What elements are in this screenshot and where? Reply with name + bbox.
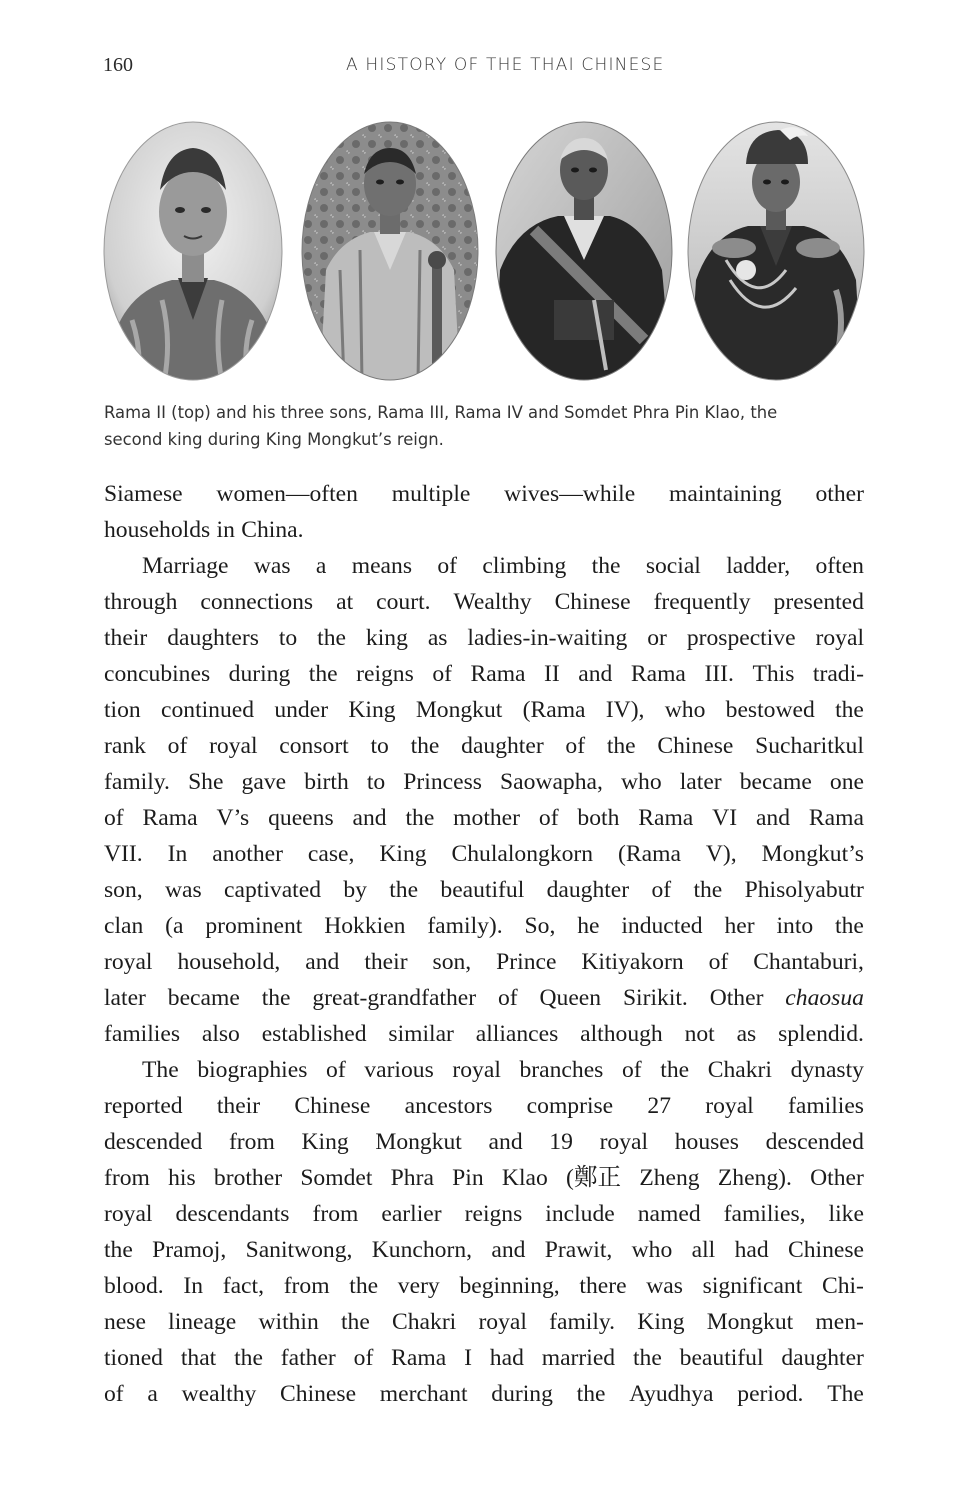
portrait-oval-photo: [102, 120, 284, 382]
text-line: The biographies of various royal branches of the Chakri dynasty: [142, 1057, 864, 1083]
text-line: royal household, and their son, Prince Kitiyakorn of Chantaburi,: [104, 949, 864, 975]
text-line: families also established similar alliances although not as splendid.: [104, 1021, 864, 1047]
portrait-figure: [102, 120, 868, 382]
text-line: Marriage was a means of climbing the social ladder, often: [142, 553, 864, 579]
caption-line: second king during King Mongkut’s reign.: [104, 430, 444, 449]
text-line: through connections at court. Wealthy Chinese frequently presented: [104, 589, 864, 615]
portrait-rama-ii: [102, 120, 284, 382]
page-number: 160: [103, 54, 133, 76]
text-line: households in China.: [104, 517, 304, 543]
running-title: A HISTORY OF THE THAI CHINESE: [346, 55, 665, 75]
text-line: concubines during the reigns of Rama II and Rama III. This tradi-: [104, 661, 864, 687]
portrait-oval-photo: [686, 120, 866, 382]
portrait-rama-iii: [300, 120, 480, 382]
portrait-oval-photo: [300, 120, 480, 382]
text-line: Siamese women—often multiple wives—while maintaining other: [104, 481, 864, 507]
text-line: nese lineage within the Chakri royal family. King Mongkut men-: [104, 1309, 864, 1335]
text-line: VII. In another case, King Chulalongkorn (Rama V), Mongkut’s: [104, 841, 864, 867]
text-line: tioned that the father of Rama I had married the beautiful daughter: [104, 1345, 864, 1371]
text-line: their daughters to the king as ladies-in-waiting or prospective royal: [104, 625, 864, 651]
text-line: blood. In fact, from the very beginning, there was significant Chi-: [104, 1273, 864, 1299]
portrait-oval-photo: [494, 120, 674, 382]
portrait-rama-iv: [494, 120, 674, 382]
text-line: later became the great-grandfather of Queen Sirikit. Other chaosua: [104, 985, 864, 1011]
text-line: of Rama V’s queens and the mother of both Rama VI and Rama: [104, 805, 864, 831]
portrait-pin-klao: [686, 120, 866, 382]
text-line: of a wealthy Chinese merchant during the Ayudhya period. The: [104, 1381, 864, 1407]
text-line: son, was captivated by the beautiful daughter of the Phisolyabutr: [104, 877, 864, 903]
body-text: [104, 476, 864, 1412]
text-line: the Pramoj, Sanitwong, Kunchorn, and Prawit, who all had Chinese: [104, 1237, 864, 1263]
text-line: clan (a prominent Hokkien family). So, he inducted her into the: [104, 913, 864, 939]
text-line: descended from King Mongkut and 19 royal houses descended: [104, 1129, 864, 1155]
text-line: rank of royal consort to the daughter of the Chinese Sucharitkul: [104, 733, 864, 759]
running-head: [103, 54, 863, 84]
text-line: from his brother Somdet Phra Pin Klao (鄭正 Zheng Zheng). Other: [104, 1165, 864, 1191]
figure-caption: [104, 399, 864, 453]
text-line: tion continued under King Mongkut (Rama IV), who bestowed the: [104, 697, 864, 723]
text-line: reported their Chinese ancestors comprise 27 royal families: [104, 1093, 864, 1119]
text-line: family. She gave birth to Princess Saowapha, who later became one: [104, 769, 864, 795]
text-line: royal descendants from earlier reigns include named families, like: [104, 1201, 864, 1227]
caption-line: Rama II (top) and his three sons, Rama III, Rama IV and Somdet Phra Pin Klao, the: [104, 403, 778, 422]
